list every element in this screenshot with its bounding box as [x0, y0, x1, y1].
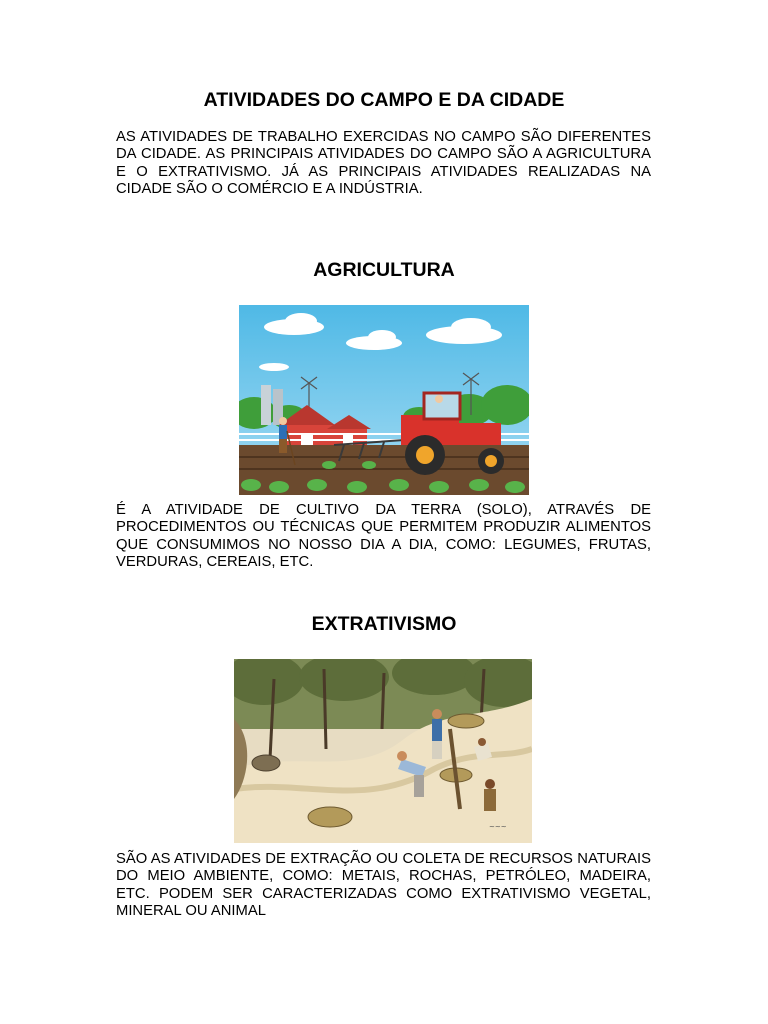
- page-title: ATIVIDADES DO CAMPO E DA CIDADE: [203, 89, 565, 111]
- farm-tractor-illustration: [239, 305, 529, 495]
- extrativismo-paragraph: SÃO AS ATIVIDADES DE EXTRAÇÃO OU COLETA DE RECURSOS NATURAIS DO MEIO AMBIENTE, COMO: METAIS, ROCHAS, PETRÓLEO, MADEIRA, ETC. PODEM SER CARACTERIZADAS COMO EXTRATIVISMO VEGETAL, MINERAL OU ANIMAL: [116, 851, 651, 920]
- section-heading-extrativismo: EXTRATIVISMO: [311, 613, 457, 635]
- intro-paragraph: AS ATIVIDADES DE TRABALHO EXERCIDAS NO CAMPO SÃO DIFERENTES DA CIDADE. AS PRINCIPAIS ATIVIDADES DO CAMPO SÃO A AGRICULTURA E O EXTRATIVISMO. JÁ AS PRINCIPAIS ATIVIDADES REALIZADAS NA CIDADE SÃO O COMÉRCIO E A INDÚSTRIA.: [116, 129, 651, 198]
- gold-panning-painting: [234, 659, 532, 843]
- section-heading-agricultura: AGRICULTURA: [313, 259, 455, 281]
- svg-text:~~~: ~~~: [489, 823, 507, 831]
- agricultura-paragraph: É A ATIVIDADE DE CULTIVO DA TERRA (SOLO), ATRAVÉS DE PROCEDIMENTOS OU TÉCNICAS QUE PERMITEM PRODUZIR ALIMENTOS QUE CONSUMIMOS NO NOSSO DIA A DIA, COMO: LEGUMES, FRUTAS, VERDURAS, CEREAIS, ETC.: [116, 502, 651, 571]
